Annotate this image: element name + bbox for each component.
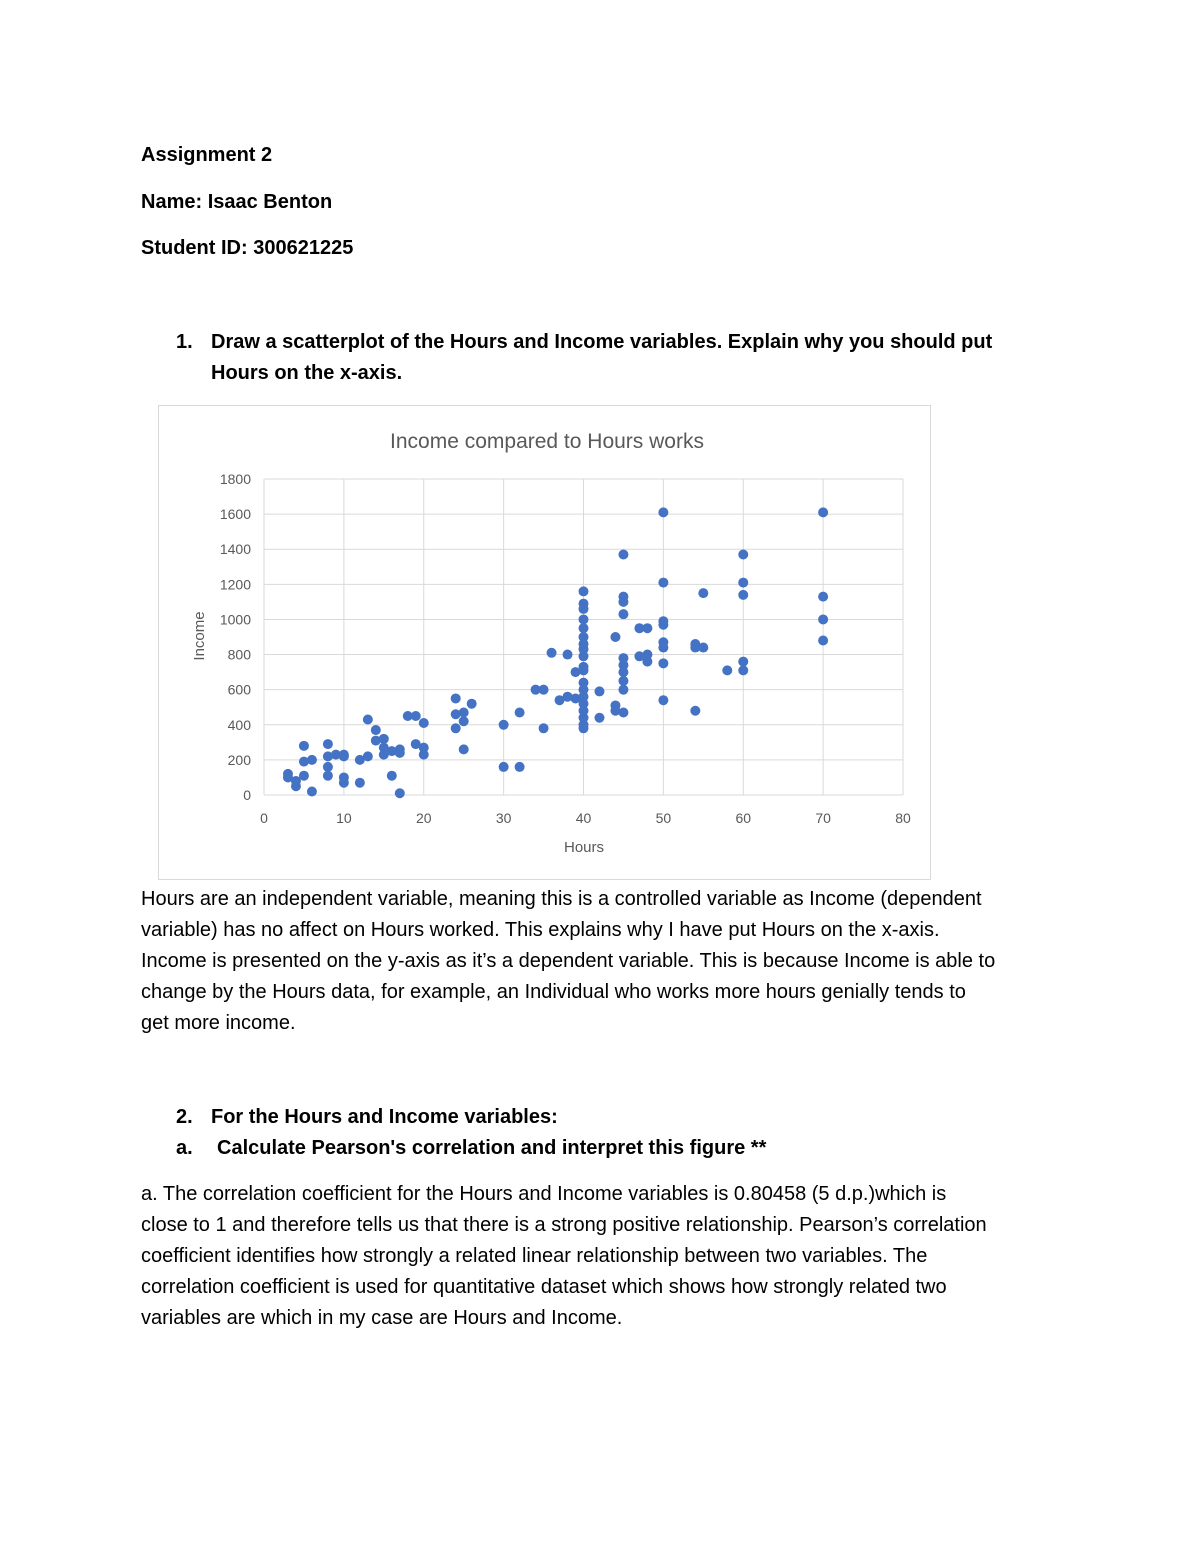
chart-title: Income compared to Hours works (390, 430, 704, 453)
question-1-text-line-2: Hours on the x-axis. (211, 362, 403, 384)
answer-2-line: a. The correlation coefficient for the Hours and Income variables is 0.80458 (5 d.p.)which is (141, 1183, 947, 1205)
data-point (618, 609, 628, 619)
data-point (618, 549, 628, 559)
data-point (818, 636, 828, 646)
data-point (698, 643, 708, 653)
x-tick-label: 50 (655, 810, 672, 826)
data-point (642, 657, 652, 667)
data-point (363, 751, 373, 761)
student-name: Name: Isaac Benton (141, 191, 333, 213)
x-tick-label: 20 (415, 810, 432, 826)
data-point (642, 623, 652, 633)
data-point (339, 751, 349, 761)
y-tick-label: 800 (227, 646, 251, 663)
data-point (291, 781, 301, 791)
data-point (594, 713, 604, 723)
data-point (387, 771, 397, 781)
data-point (499, 762, 509, 772)
data-point (411, 711, 421, 721)
answer-2-paragraph (141, 1179, 1061, 1334)
answer-1-line: Hours are an independent variable, meaning this is a controlled variable as Income (dependent (141, 888, 982, 910)
chart-canvas (159, 406, 930, 879)
x-tick-label: 70 (815, 810, 831, 826)
data-point (379, 734, 389, 744)
y-tick-label: 1000 (219, 611, 251, 628)
data-point (658, 578, 668, 588)
data-point (738, 590, 748, 600)
data-point (307, 786, 317, 796)
data-point (499, 720, 509, 730)
data-point (299, 771, 309, 781)
data-point (307, 755, 317, 765)
data-point (579, 665, 589, 675)
answer-1-line: Income is presented on the y-axis as it’s a dependent variable. This is because Income is able to (141, 950, 996, 972)
data-point (594, 686, 604, 696)
x-tick-label: 10 (336, 810, 352, 826)
data-point (658, 643, 668, 653)
data-point (579, 723, 589, 733)
data-point (738, 578, 748, 588)
data-point (738, 549, 748, 559)
data-point (283, 769, 293, 779)
data-point (818, 614, 828, 624)
data-point (323, 771, 333, 781)
data-point (515, 707, 525, 717)
x-tick-label: 0 (260, 810, 268, 826)
data-point (547, 648, 557, 658)
data-point (419, 718, 429, 728)
data-point (579, 604, 589, 614)
question-1-text-line-1: Draw a scatterplot of the Hours and Income variables. Explain why you should put (211, 331, 993, 353)
y-tick-label: 600 (227, 681, 251, 698)
data-point (467, 699, 477, 709)
data-point (451, 693, 461, 703)
student-id: Student ID: 300621225 (141, 237, 354, 259)
data-point (459, 716, 469, 726)
answer-1-line: variable) has no affect on Hours worked. This explains why I have put Hours on the x-axis. (141, 919, 940, 941)
data-point (690, 706, 700, 716)
answer-1-line: get more income. (141, 1012, 296, 1034)
answer-1-paragraph (141, 884, 1061, 1039)
question-2a-text: Calculate Pearson's correlation and interpret this figure ** (217, 1137, 767, 1159)
data-point (818, 507, 828, 517)
data-point (355, 778, 365, 788)
x-tick-label: 80 (895, 810, 911, 826)
answer-2-line: coefficient identifies how strongly a related linear relationship between two variables. The (141, 1245, 928, 1267)
data-point (579, 651, 589, 661)
data-point (579, 614, 589, 624)
data-point (722, 665, 732, 675)
y-tick-label: 1600 (219, 506, 251, 523)
scatter-chart (158, 405, 931, 880)
data-point (563, 650, 573, 660)
data-point (738, 665, 748, 675)
x-tick-label: 40 (575, 810, 592, 826)
data-point (539, 723, 549, 733)
data-point (618, 597, 628, 607)
y-tick-label: 200 (227, 751, 251, 768)
data-point (339, 778, 349, 788)
question-2-text: For the Hours and Income variables: (211, 1106, 558, 1128)
y-tick-label: 400 (227, 716, 251, 733)
data-point (658, 695, 668, 705)
data-point (539, 685, 549, 695)
data-point (818, 592, 828, 602)
y-tick-label: 0 (243, 787, 251, 803)
answer-2-line: variables are which in my case are Hours and Income. (141, 1307, 623, 1329)
data-point (371, 725, 381, 735)
data-point (323, 739, 333, 749)
y-tick-label: 1400 (219, 541, 251, 558)
question-2a-letter: a. (176, 1137, 193, 1159)
data-point (658, 658, 668, 668)
answer-2-line: correlation coefficient is used for quantitative dataset which shows how strongly related two (141, 1276, 947, 1298)
data-point (395, 788, 405, 798)
data-point (698, 588, 708, 598)
answer-1-line: change by the Hours data, for example, an Individual who works more hours genially tends to (141, 981, 966, 1003)
y-tick-label: 1800 (219, 471, 251, 487)
question-2-number: 2. (176, 1106, 193, 1128)
y-axis-title: Income (191, 611, 208, 661)
data-point (515, 762, 525, 772)
data-point (579, 586, 589, 596)
chart-points (283, 507, 828, 798)
x-tick-label: 60 (735, 810, 752, 826)
data-point (579, 623, 589, 633)
data-point (323, 762, 333, 772)
data-point (618, 685, 628, 695)
x-tick-label: 30 (495, 810, 512, 826)
assignment-title: Assignment 2 (141, 144, 273, 166)
data-point (738, 657, 748, 667)
data-point (363, 715, 373, 725)
data-point (610, 632, 620, 642)
question-1-number: 1. (176, 331, 193, 353)
data-point (618, 667, 628, 677)
data-point (419, 750, 429, 760)
data-point (618, 707, 628, 717)
data-point (658, 620, 668, 630)
x-axis-title: Hours (563, 839, 605, 856)
data-point (618, 676, 628, 686)
data-point (299, 741, 309, 751)
data-point (459, 707, 469, 717)
data-point (658, 507, 668, 517)
y-tick-label: 1200 (219, 576, 251, 593)
data-point (451, 723, 461, 733)
data-point (395, 744, 405, 754)
chart-tick-labels (220, 471, 911, 826)
data-point (459, 744, 469, 754)
answer-2-line: close to 1 and therefore tells us that there is a strong positive relationship. Pearson’s correlation (141, 1214, 987, 1236)
